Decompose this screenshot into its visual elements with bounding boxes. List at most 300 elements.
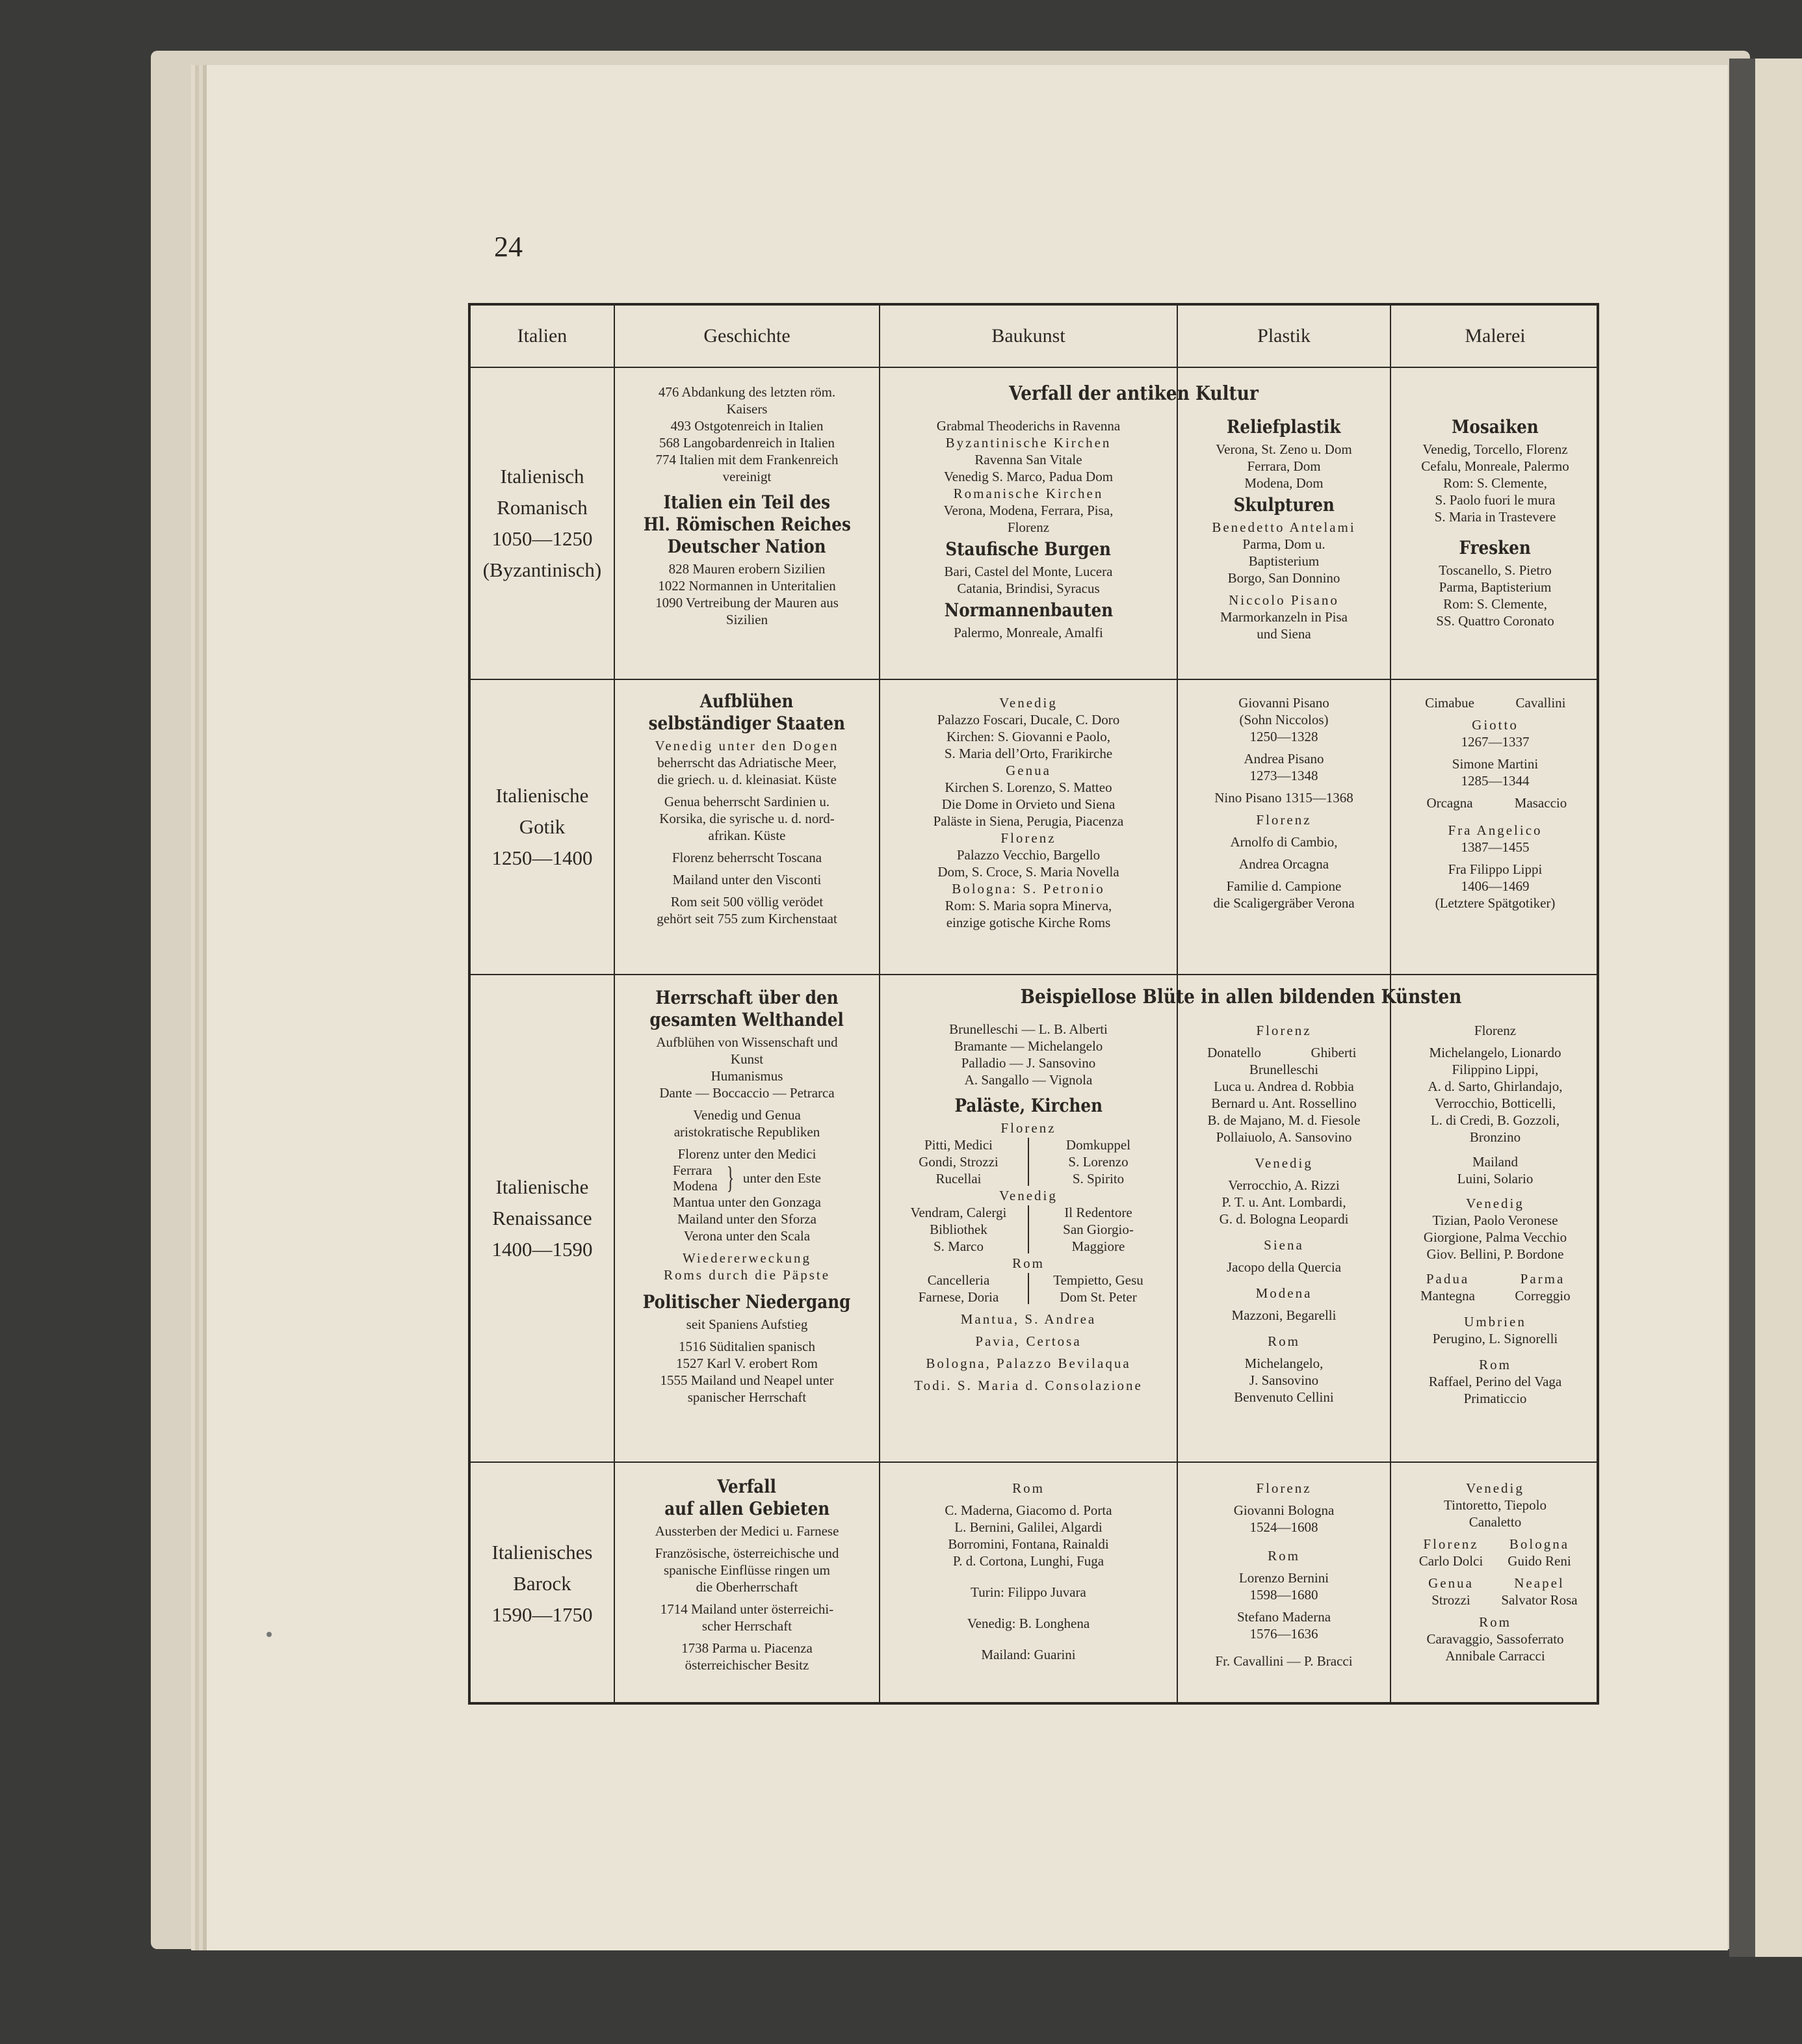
text-line: Venedig, Torcello, Florenz: [1422, 441, 1568, 457]
section-heading: Aufblühen: [700, 690, 794, 712]
text-line: Kirchen S. Lorenzo, S. Matteo: [945, 780, 1112, 795]
text-line: Benedetto Antelami: [1212, 519, 1356, 535]
text-line: A. d. Sarto, Ghirlandajo,: [1428, 1079, 1563, 1094]
text-line: Pitti, Medici: [924, 1137, 993, 1153]
text-line: 1273—1348: [1249, 768, 1318, 783]
section-heading: Deutscher Nation: [668, 536, 826, 557]
name-pair: [1184, 1044, 1383, 1061]
text-line: Niccolo Pisano: [1229, 592, 1339, 608]
text-line: Venedig: B. Longhena: [967, 1616, 1090, 1631]
text-line: Tempietto, Gesu: [1053, 1272, 1143, 1288]
text-line: 1524—1608: [1249, 1519, 1318, 1535]
text-line: Venedig: [1255, 1155, 1313, 1171]
text-line: Fra Filippo Lippi: [1448, 861, 1543, 877]
text-line: Andrea Pisano: [1244, 751, 1324, 766]
text-line: Cimabue: [1425, 695, 1474, 711]
text-line: Siena: [1264, 1237, 1304, 1253]
text-line: Luini, Solario: [1457, 1171, 1534, 1186]
split-left: [889, 1136, 1028, 1187]
text-line: Donatello: [1207, 1045, 1261, 1060]
text-line: 1090 Vertreibung der Mauren aus: [655, 595, 839, 610]
text-line: Bramante — Michelangelo: [954, 1038, 1103, 1054]
period-line: 1250—1400: [491, 846, 593, 869]
next-page-edge: [1755, 59, 1802, 1957]
text-line: unter den Este: [742, 1170, 821, 1186]
text-line: Familie d. Campione: [1226, 878, 1342, 894]
text-line: Perugino, L. Signorelli: [1432, 1331, 1558, 1346]
text-line: Tizian, Paolo Veronese: [1432, 1212, 1558, 1228]
name-pair: [1391, 794, 1599, 811]
section-heading: Italien ein Teil des: [663, 491, 831, 513]
text-line: Caravaggio, Sassoferrato: [1426, 1631, 1564, 1647]
text-line: Cavallini: [1515, 695, 1566, 711]
period-line: Italienisch: [500, 465, 584, 488]
text-line: Ravenna San Vitale: [974, 452, 1082, 467]
text-line: Genua beherrscht Sardinien u.: [664, 794, 830, 809]
text-line: Dom St. Peter: [1060, 1289, 1137, 1305]
row-divider: [471, 1461, 1597, 1463]
text-line: Gondi, Strozzi: [919, 1154, 999, 1170]
text-line: spanische Einflüsse ringen um: [663, 1562, 831, 1578]
section-heading: Staufische Burgen: [945, 538, 1112, 560]
text-line: Luca u. Andrea d. Robbia: [1214, 1079, 1354, 1094]
text-line: 1022 Normannen in Unteritalien: [658, 578, 836, 594]
text-line: Annibale Carracci: [1445, 1648, 1545, 1664]
period-line: 1050—1250: [491, 527, 593, 550]
text-line: Rom: [1479, 1357, 1511, 1372]
malerei-cell: [1391, 694, 1599, 974]
text-line: Stefano Maderna: [1236, 1609, 1331, 1625]
text-line: B. de Majano, M. d. Fiesole: [1207, 1112, 1361, 1128]
text-line: Florenz: [1423, 1536, 1479, 1552]
text-line: 1598—1680: [1249, 1587, 1318, 1603]
text-line: Dom, S. Croce, S. Maria Novella: [937, 864, 1119, 880]
text-line: Neapel: [1514, 1575, 1565, 1591]
text-line: Florenz: [1256, 1023, 1312, 1038]
text-line: 1267—1337: [1461, 734, 1530, 750]
text-line: Tintoretto, Tiepolo: [1444, 1497, 1547, 1513]
name-pair: [1400, 1287, 1590, 1304]
text-line: Parma, Dom u.: [1242, 536, 1325, 552]
text-line: vereinigt: [722, 469, 772, 484]
text-line: Verrocchio, Botticelli,: [1434, 1095, 1556, 1111]
period-line: Renaissance: [492, 1207, 592, 1229]
section-heading: selbständiger Staaten: [648, 713, 846, 734]
plastik-cell: [1178, 413, 1390, 677]
text-line: Korsika, die syrische u. d. nord-: [659, 811, 835, 826]
text-line: Venedig S. Marco, Padua Dom: [943, 469, 1114, 484]
text-line: Rom: S. Maria sopra Minerva,: [945, 898, 1112, 913]
text-line: Baptisterium: [1248, 553, 1320, 569]
text-line: Guido Reni: [1508, 1553, 1571, 1569]
malerei-cell: [1391, 1480, 1599, 1705]
section-heading: Paläste, Kirchen: [954, 1095, 1103, 1116]
text-line: Kaisers: [726, 401, 768, 417]
header-italien: Italien: [517, 325, 568, 347]
name-pair: [1407, 1536, 1584, 1553]
text-line: G. d. Bologna Leopardi: [1219, 1211, 1349, 1227]
text-line: Mantua, S. Andrea: [960, 1311, 1097, 1327]
geschichte-cell: [615, 984, 879, 1461]
text-line: Bologna, Palazzo Bevilaqua: [926, 1356, 1131, 1371]
text-line: Ferrara, Dom: [1247, 458, 1321, 474]
text-line: L. Bernini, Galilei, Algardi: [954, 1519, 1103, 1535]
text-line: Turin: Filippo Juvara: [971, 1584, 1086, 1600]
text-line: Florenz: [1000, 1120, 1056, 1136]
baukunst-cell: [880, 1480, 1177, 1705]
text-line: S. Marco: [934, 1238, 984, 1254]
split-right: [1029, 1204, 1168, 1255]
header-baukunst: Baukunst: [991, 325, 1065, 347]
text-line: 774 Italien mit dem Frankenreich: [655, 452, 839, 467]
text-line: L. di Credi, B. Gozzoli,: [1430, 1112, 1560, 1128]
text-line: Kunst: [730, 1051, 764, 1067]
text-line: Rom: S. Clemente,: [1443, 475, 1547, 491]
text-line: (Letztere Spätgotiker): [1435, 895, 1556, 911]
text-line: Filippino Lippi,: [1452, 1062, 1539, 1077]
text-line: scher Herrschaft: [701, 1618, 792, 1634]
building-split: [889, 1272, 1168, 1305]
text-line: Parma, Baptisterium: [1439, 579, 1552, 595]
text-line: Bronzino: [1469, 1129, 1521, 1145]
text-line: 476 Abdankung des letzten röm.: [658, 384, 836, 400]
text-line: Palladio — J. Sansovino: [961, 1055, 1096, 1071]
text-line: Borgo, San Donnino: [1227, 570, 1340, 586]
name-pair: [1400, 1270, 1590, 1287]
text-line: Strozzi: [1431, 1592, 1470, 1608]
text-line: Cefalu, Monreale, Palermo: [1421, 458, 1569, 474]
text-line: Giovanni Pisano: [1238, 695, 1329, 711]
text-line: 1406—1469: [1461, 878, 1530, 894]
text-line: Bibliothek: [930, 1222, 987, 1237]
period-line: Italienisches: [491, 1541, 593, 1564]
text-line: Domkuppel: [1065, 1137, 1131, 1153]
text-line: Florenz: [1256, 1480, 1312, 1496]
text-line: Padua: [1426, 1271, 1470, 1287]
text-line: Dante — Boccaccio — Petrarca: [659, 1085, 835, 1101]
text-line: Mantua unter den Gonzaga: [673, 1194, 821, 1210]
text-line: 1738 Parma u. Piacenza: [681, 1640, 813, 1656]
period-cell: [471, 975, 614, 1461]
baukunst-cell: [880, 694, 1177, 974]
text-line: Arnolfo di Cambio,: [1230, 834, 1338, 850]
text-line: 1516 Süditalien spanisch: [679, 1339, 815, 1354]
text-line: Rom: [1268, 1548, 1300, 1564]
text-line: Roms durch die Päpste: [663, 1267, 831, 1283]
text-line: Palazzo Vecchio, Bargello: [956, 847, 1101, 863]
text-line: Andrea Orcagna: [1238, 856, 1329, 872]
text-line: beherrscht das Adriatische Meer,: [657, 755, 837, 770]
text-line: afrikan. Küste: [708, 828, 786, 843]
text-line: Giovanni Bologna: [1233, 1502, 1335, 1518]
text-line: Modena: [1255, 1285, 1312, 1301]
text-line: Benvenuto Cellini: [1234, 1389, 1334, 1405]
text-line: Maggiore: [1071, 1238, 1125, 1254]
text-line: Französische, österreichische und: [655, 1545, 839, 1561]
period-line: Italienische: [495, 1175, 589, 1198]
next-page-shadow: [1729, 59, 1755, 1957]
text-line: Rom: [1479, 1614, 1511, 1630]
section-heading: Herrschaft über den: [655, 987, 839, 1008]
period-line: Romanisch: [497, 496, 588, 519]
text-line: Bari, Castel del Monte, Lucera: [944, 564, 1113, 579]
text-line: Mailand: [1472, 1154, 1518, 1170]
text-line: Vendram, Calergi: [910, 1205, 1007, 1220]
span-heading: Verfall der antiken Kultur: [1009, 382, 1259, 405]
period-line: 1400—1590: [491, 1238, 593, 1261]
text-line: Kirchen: S. Giovanni e Paolo,: [947, 729, 1110, 744]
split-left: [889, 1272, 1028, 1305]
text-line: Florenz: [1007, 519, 1050, 535]
text-line: Marmorkanzeln in Pisa: [1220, 609, 1348, 625]
text-line: die Oberherrschaft: [696, 1579, 798, 1595]
section-heading: Fresken: [1459, 537, 1532, 558]
text-line: die Scaligergräber Verona: [1213, 895, 1355, 911]
text-line: Bernard u. Ant. Rossellino: [1211, 1095, 1357, 1111]
baukunst-cell: [880, 1021, 1177, 1461]
text-line: Catania, Brindisi, Syracus: [957, 581, 1100, 596]
text-line: Byzantinische Kirchen: [945, 435, 1112, 451]
text-line: seit Spaniens Aufstieg: [686, 1317, 808, 1332]
text-line: S. Maria in Trastevere: [1434, 509, 1556, 525]
text-line: Correggio: [1515, 1288, 1571, 1304]
text-line: Umbrien: [1464, 1314, 1526, 1330]
text-line: Mailand unter den Visconti: [672, 872, 822, 887]
row-divider: [471, 679, 1597, 680]
text-line: Rom: S. Clemente,: [1443, 596, 1547, 612]
text-line: Genua: [1006, 763, 1051, 778]
text-line: Primaticcio: [1463, 1391, 1527, 1406]
text-line: Cancelleria: [927, 1272, 990, 1288]
text-line: Fra Angelico: [1448, 822, 1543, 838]
text-line: Michelangelo, Lionardo: [1429, 1045, 1561, 1060]
text-line: P. T. u. Ant. Lombardi,: [1221, 1194, 1346, 1210]
text-line: Orcagna: [1426, 795, 1473, 811]
section-heading: Skulpturen: [1233, 494, 1335, 516]
plastik-cell: [1178, 1022, 1390, 1461]
text-line: aristokratische Republiken: [673, 1124, 820, 1140]
text-line: Palazzo Foscari, Ducale, C. Doro: [937, 712, 1120, 727]
text-line: Rom: [1268, 1333, 1300, 1349]
text-line: 1527 Karl V. erobert Rom: [676, 1356, 818, 1371]
text-line: Venedig unter den Dogen: [655, 738, 839, 753]
text-line: die griech. u. d. kleinasiat. Küste: [657, 772, 837, 787]
text-line: Fr. Cavallini — P. Bracci: [1215, 1653, 1353, 1669]
name-pair: [1407, 1592, 1584, 1608]
name-pair: [1407, 1553, 1584, 1569]
text-line: Die Dome in Orvieto und Siena: [941, 796, 1116, 812]
split-right: [1029, 1136, 1168, 1187]
text-line: Venedig und Genua: [693, 1107, 801, 1123]
text-line: Bologna: S. Petronio: [952, 881, 1105, 897]
text-line: Genua: [1428, 1575, 1474, 1591]
text-line: Giov. Bellini, P. Bordone: [1426, 1246, 1564, 1262]
text-line: Nino Pisano 1315—1368: [1214, 790, 1353, 806]
split-left: [889, 1204, 1028, 1255]
text-line: Verona unter den Scala: [683, 1228, 811, 1244]
text-line: Verrocchio, A. Rizzi: [1228, 1177, 1340, 1193]
text-line: Carlo Dolci: [1418, 1553, 1483, 1569]
text-line: S. Lorenzo: [1068, 1154, 1129, 1170]
text-line: Aussterben der Medici u. Farnese: [655, 1523, 839, 1539]
geschichte-cell: [615, 1473, 879, 1705]
text-line: P. d. Cortona, Lunghi, Fuga: [952, 1553, 1104, 1569]
text-line: Mailand unter den Sforza: [677, 1211, 816, 1227]
text-line: Mailand: Guarini: [981, 1647, 1076, 1662]
text-line: Grabmal Theoderichs in Ravenna: [936, 418, 1121, 434]
text-line: 493 Ostgotenreich in Italien: [670, 418, 824, 434]
text-line: Canaletto: [1469, 1514, 1522, 1530]
baukunst-cell: [880, 417, 1177, 677]
text-line: 568 Langobardenreich in Italien: [659, 435, 835, 451]
split-right: [1029, 1272, 1168, 1305]
text-line: Verona, Modena, Ferrara, Pisa,: [943, 503, 1114, 518]
text-line: Ghiberti: [1311, 1045, 1357, 1060]
period-line: 1590—1750: [491, 1603, 593, 1626]
text-line: Rom: [1012, 1255, 1045, 1271]
text-line: Toscanello, S. Pietro: [1439, 562, 1552, 578]
period-cell: [471, 368, 614, 679]
text-line: Mantegna: [1420, 1288, 1475, 1304]
text-line: 1387—1455: [1461, 839, 1530, 855]
text-line: J. Sansovino: [1249, 1372, 1319, 1388]
building-split: [889, 1136, 1168, 1187]
section-heading: gesamten Welthandel: [649, 1009, 844, 1030]
text-line: Venedig: [999, 1188, 1058, 1203]
text-line: Farnese, Doria: [918, 1289, 999, 1305]
text-line: Sizilien: [725, 612, 768, 627]
text-line: Wiedererweckung: [682, 1250, 812, 1266]
name-pair: [1391, 694, 1599, 711]
text-line: S. Spirito: [1072, 1171, 1125, 1186]
malerei-cell: [1391, 1022, 1599, 1461]
name-pair: [1407, 1575, 1584, 1592]
period-line: Gotik: [519, 815, 566, 838]
section-heading: Normannenbauten: [944, 599, 1113, 621]
text-line: Todi. S. Maria d. Consolazione: [914, 1378, 1143, 1393]
text-line: Borromini, Fontana, Rainaldi: [948, 1536, 1109, 1552]
period-line: Barock: [513, 1572, 571, 1595]
text-line: Mazzoni, Begarelli: [1231, 1307, 1337, 1323]
period-cell: [471, 680, 614, 974]
text-line: A. Sangallo — Vignola: [964, 1072, 1093, 1088]
text-line: Romanische Kirchen: [953, 486, 1104, 501]
text-line: Michelangelo,: [1244, 1356, 1324, 1371]
section-heading: Verfall: [717, 1476, 777, 1497]
text-line: einzige gotische Kirche Roms: [946, 915, 1111, 930]
history-art-table: [468, 303, 1599, 1705]
text-line: gehört seit 755 zum Kirchenstaat: [657, 911, 837, 926]
section-heading: Hl. Römischen Reiches: [643, 514, 851, 535]
text-line: Pollaiuolo, A. Sansovino: [1216, 1129, 1352, 1145]
text-line: Venedig: [1466, 1196, 1524, 1211]
row-divider: [471, 367, 1597, 368]
plastik-cell: [1178, 1480, 1390, 1705]
text-line: (Sohn Niccolos): [1239, 712, 1329, 727]
section-heading: auf allen Gebieten: [664, 1498, 829, 1519]
text-line: Simone Martini: [1452, 756, 1539, 772]
text-line: Florenz unter den Medici: [677, 1146, 816, 1162]
text-line: San Giorgio-: [1063, 1222, 1134, 1237]
text-line: Humanismus: [711, 1068, 783, 1084]
section-heading: Politischer Niedergang: [643, 1291, 851, 1313]
text-line: SS. Quattro Coronato: [1436, 613, 1554, 629]
period-cell: [471, 1463, 614, 1705]
text-line: österreichischer Besitz: [685, 1657, 809, 1673]
text-line: Palermo, Monreale, Amalfi: [954, 625, 1103, 640]
text-line: Parma: [1520, 1271, 1565, 1287]
text-line: Florenz beherrscht Toscana: [672, 850, 822, 865]
ferrara-modena-group: [673, 1162, 821, 1194]
geschichte-cell: [615, 688, 879, 974]
text-line: C. Maderna, Giacomo d. Porta: [945, 1502, 1112, 1518]
text-line: Bologna: [1509, 1536, 1570, 1552]
text-line: S. Paolo fuori le mura: [1435, 492, 1556, 508]
city-list: [673, 1162, 718, 1194]
text-line: 1576—1636: [1249, 1626, 1318, 1642]
period-line: (Byzantinisch): [482, 558, 602, 581]
text-line: Ferrara: [673, 1162, 712, 1178]
text-line: Salvator Rosa: [1501, 1592, 1578, 1608]
text-line: und Siena: [1257, 626, 1311, 642]
text-line: 1714 Mailand unter österreichi-: [660, 1601, 834, 1617]
text-line: Lorenzo Bernini: [1238, 1570, 1329, 1586]
section-heading: Reliefplastik: [1227, 416, 1341, 438]
text-line: Rom: [1012, 1480, 1045, 1496]
text-line: Modena, Dom: [1244, 475, 1324, 491]
geschichte-cell: [615, 384, 879, 679]
text-line: 1285—1344: [1461, 773, 1530, 789]
page-number: 24: [494, 231, 523, 263]
text-line: Jacopo della Quercia: [1226, 1259, 1342, 1275]
text-line: 1250—1328: [1249, 729, 1318, 744]
section-heading: Mosaiken: [1452, 416, 1539, 438]
text-line: Rom seit 500 völlig verödet: [670, 894, 824, 910]
row-divider: [471, 974, 1597, 975]
text-line: 1555 Mailand und Neapel unter: [660, 1372, 834, 1388]
page-mark: [267, 1632, 272, 1637]
text-line: Verona, St. Zeno u. Dom: [1216, 441, 1352, 457]
text-line: Giorgione, Palma Vecchio: [1423, 1229, 1567, 1245]
brace-icon: }: [726, 1160, 735, 1195]
plastik-cell: [1178, 694, 1390, 974]
text-line: Giotto: [1472, 717, 1519, 733]
text-line: Il Redentore: [1064, 1205, 1132, 1220]
text-line: Aufblühen von Wissenschaft und: [656, 1034, 838, 1050]
text-line: Florenz: [1256, 812, 1312, 828]
text-line: Brunelleschi — L. B. Alberti: [949, 1021, 1108, 1037]
building-split: [889, 1204, 1168, 1255]
header-plastik: Plastik: [1257, 325, 1311, 347]
period-line: Italienische: [495, 784, 589, 807]
text-line: S. Maria dell’Orto, Frarikirche: [944, 746, 1113, 761]
text-line: 828 Mauren erobern Sizilien: [668, 561, 826, 577]
text-line: spanischer Herrschaft: [687, 1389, 807, 1405]
text-line: Masaccio: [1514, 795, 1567, 811]
text-line: Paläste in Siena, Perugia, Piacenza: [933, 813, 1124, 829]
text-line: Venedig: [1466, 1480, 1524, 1496]
malerei-cell: [1391, 413, 1599, 677]
text-line: Rucellai: [935, 1171, 982, 1186]
text-line: Florenz: [1000, 830, 1056, 846]
header-geschichte: Geschichte: [703, 325, 790, 347]
text-line: Brunelleschi: [1249, 1062, 1319, 1077]
header-malerei: Malerei: [1465, 325, 1526, 347]
text-line: Venedig: [999, 695, 1058, 711]
text-line: Modena: [673, 1178, 718, 1194]
text-line: Raffael, Perino del Vaga: [1428, 1374, 1562, 1389]
text-line: Pavia, Certosa: [975, 1333, 1082, 1349]
